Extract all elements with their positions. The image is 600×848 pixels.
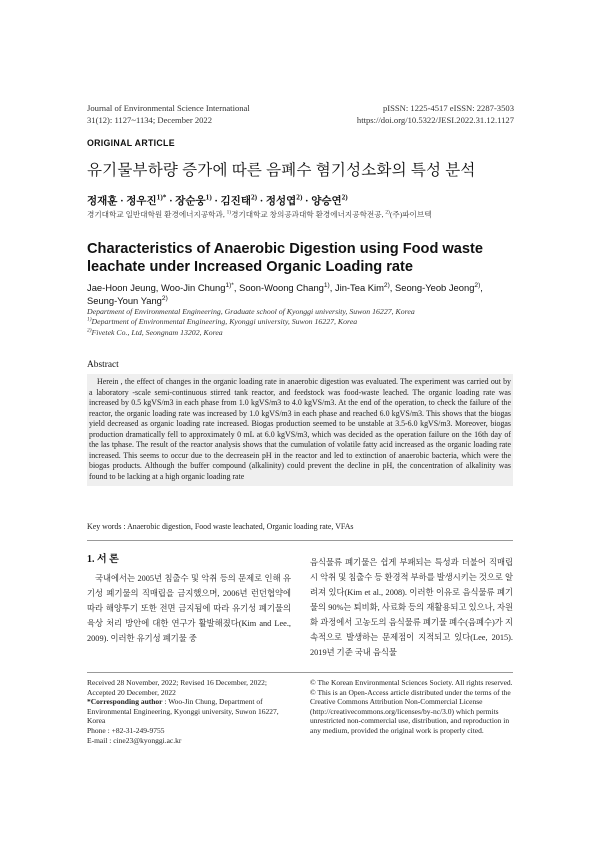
- abstract-box: [87, 374, 513, 486]
- author-ko: 장순웅: [175, 196, 206, 207]
- english-title: Characteristics of Anaerobic Digestion using Food waste leachate under Increased Organic Loading rate: [87, 241, 483, 275]
- accepted-date: Accepted 20 December, 2022: [87, 687, 176, 697]
- phone: Phone : +82-31-249-9755: [87, 725, 165, 735]
- korean-title: 유기물부하량 증가에 따른 음폐수 혐기성소화의 특성 분석: [87, 162, 476, 179]
- footnote-right: [310, 678, 515, 736]
- english-authors: Jae-Hoon Jeung, Woo-Jin Chung$^{1)*}$, Soon-Woong Chang$^{1)}$, Jin-Tea Kim$^{2)}$, Seong-Yeob Jeong$^{2)}$, Seung-Youn Yang$^{2)}$: [87, 281, 483, 306]
- footer-divider: [87, 672, 513, 673]
- author-ko: 정성엽: [265, 196, 297, 207]
- author-ko: 정우진: [126, 196, 157, 207]
- body-column-left: 국내에서는 2005년 침출수 및 악취 등의 문제로 인해 유기성 폐기물의 직매립을 금지했으며, 2006년 런던협약에 따라 해양투기 또한 전면 금지됨에 따라 유기성 폐기물의 육상 처리 방안에 대한 연구가 활발해졌다(Kim and Lee., 2009). 이러한 유기성 폐기물 중: [87, 574, 291, 643]
- author-ko: 양승연: [311, 196, 342, 207]
- korean-authors: 정재훈 · 정우진$^{1)*}$ · 장순웅$^{1)}$ · 김진태$^{2)}$ · 정성엽$^{2)}$ · 양승연$^{2)}$: [87, 192, 348, 207]
- abstract-heading: Abstract: [87, 360, 119, 370]
- affiliation-line: $^{1)}$Department of Environmental Engineering, Kyonggi university, Suwon 16227, Korea: [87, 316, 358, 327]
- footnote-left: [87, 678, 293, 745]
- keywords-divider: [87, 540, 513, 541]
- affiliation-line: Department of Environmental Engineering, Graduate school of Kyonggi university, Suwon 16227, Korea: [87, 307, 415, 316]
- doi-link[interactable]: https://doi.org/10.5322/JESI.2022.31.12.1127: [356, 114, 514, 125]
- author-ko: 김진태: [220, 196, 251, 207]
- english-affiliations: [87, 307, 527, 338]
- received-date: Received 28 November, 2022; Revised 16 December, 2022;: [87, 678, 267, 687]
- corresponding-label: *Corresponding author: [87, 697, 163, 707]
- section-heading: 1. 서 론: [87, 554, 119, 565]
- article-type: ORIGINAL ARTICLE: [87, 138, 175, 148]
- affiliation-line: $^{2)}$Fivetek Co., Ltd, Seongnam 13202, Korea: [87, 327, 223, 337]
- journal-name: Journal of Environmental Science International: [87, 103, 250, 113]
- issn: pISSN: 1225-4517 eISSN: 2287-3503: [382, 103, 514, 113]
- license-notice: © This is an Open-Access article distributed under the terms of the Creative Commons Attribution Non-Commercial License (http://creativecommons.org/licenses/by-nc/3.0) which permits unrestricted non-commercial use, distribution, and reproduction in any medium, provided the original work is properly cited.: [310, 687, 511, 735]
- corresponding-author: : Woo-Jin Chung, Department of Environmental Engineering, Kyonggi university, Suwon 16227, Korea: [87, 697, 279, 726]
- journal-identifiers: [357, 103, 514, 126]
- copyright-notice: © The Korean Environmental Sciences Society. All rights reserved.: [310, 678, 513, 687]
- korean-affiliations: 경기대학교 일반대학원 환경에너지공학과, $^{1)}$경기대학교 창의공과대학 환경에너지공학전공, $^{2)}$(주)파이브텍: [87, 209, 432, 219]
- email-link[interactable]: E-mail : cine23@kyonggi.ac.kr: [87, 735, 182, 745]
- body-column-right: 음식물류 폐기물은 쉽게 부패되는 특성과 더불어 직매립 시 악취 및 침출수 등 환경적 부하를 발생시키는 것으로 알려져 있다(Kim et al., 2008). 이러한 이유로 음식물류 폐기물의 90%는 퇴비화, 사료화 등의 재활용되고 있으나, 자원화 과정에서 고농도의 음식물류 폐기물 폐수(음폐수)가 지속적으로 발생하는 문제점이 지적되고 있다(Lee, 2015). 2019년 기준 국내 음식물: [310, 558, 514, 657]
- abstract-text: Herein , the effect of changes in the organic loading rate in anaerobic digestion was evaluated. The experiment was carried out by a laboratory -scale semi-continuous stirred tank reactor, and feedstock was food-waste leached. The organic loading rate was increased by 0.5 kgVS/m3 in each phase from 1.0 kgVS/m3 to 4.0 kgVS/m3. At the end of the operation, to check the failure of the reactor, the organic loading rate was increased by 1.0 kgVS/m3 in each phase and reached 6.0 kgVS/m3. This shows that the biogas yield decreased as organic loading rate increased. Biogas production seemed to be unstable at 3.5-6.0 kgVS/m3. Moreover, biogas production dramatically fell to approximately 0 mL at 6.0 kgVS/m3, which was decided as the operation failure on the 16th day of the las tphase. The result of the reactor analysis shows that the cumulation of volatile fatty acid increased as the organic loading rate increased. This seems to occur due to the decreasein pH in the reactor and led to extinction of anaerobic bacteria, which were the biogas products. Although the buffer compound (alkalinity) could prevent the decline in pH, the concentration of alkalinity was found to be lacking at a high organic loading rate: [89, 377, 511, 481]
- journal-header: [87, 103, 250, 126]
- journal-volume: 31(12): 1127~1134; December 2022: [87, 114, 213, 125]
- keywords: Key words : Anaerobic digestion, Food waste leachated, Organic loading rate, VFAs: [87, 522, 354, 531]
- author-ko: 정재훈: [87, 196, 118, 207]
